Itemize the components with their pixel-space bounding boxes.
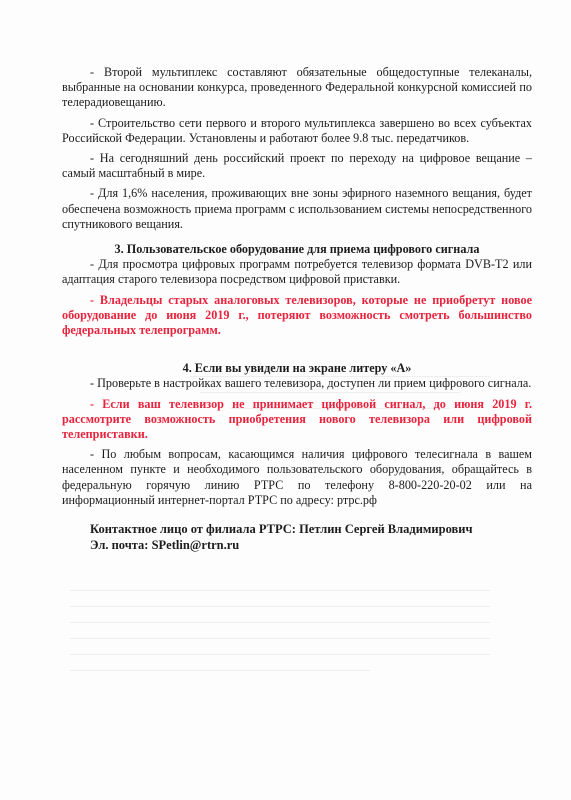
section-4-heading: 4. Если вы увидели на экране литеру «А» [182,361,412,376]
section-3-heading: 3. Пользовательское оборудование для приема цифрового сигнала [114,242,480,257]
intro-paragraph: - Для 1,6% населения, проживающих вне зоны эфирного наземного вещания, будет обеспечена возможность приема программ с использованием системы непосредственного спутникового вещания. [62,186,532,231]
bleed-through-line [70,606,490,607]
section-3-text: - Для просмотра цифровых программ потребуется телевизор формата DVB-T2 или адаптация старого телевизора посредством цифровой приставки. [62,257,532,287]
intro-paragraph: - На сегодняшний день российский проект по переходу на цифровое вещание – самый масштабный в мире. [62,151,532,181]
bleed-through-line [70,622,490,623]
bleed-through-line [70,638,490,639]
intro-paragraph: - Строительство сети первого и второго мультиплекса завершено во всех субъектах Российской Федерации. Установлены и работают более 9.8 тыс. передатчиков. [62,115,532,145]
bleed-through-line [70,590,490,591]
section-4-hotline-text: - По любым вопросам, касающимся наличия цифрового телесигнала в вашем населенном пункте и необходимого пользовательского оборудования, обращайтесь в федеральную горячую линию РТРС по телефону 8-800-220-20-02 или на информационный интернет-портал РТРС по адресу: ртрс.рф [62,447,532,507]
section-3-warning: - Владельцы старых аналоговых телевизоров, которые не приобретут новое оборудование до июня 2019 г., потеряют возможность смотреть большинство федеральных телепрограмм. [62,292,532,338]
bleed-through-line [70,654,490,655]
section-4-warning: - Если ваш телевизор не принимает цифровой сигнал, до июня 2019 г. рассмотрите возможность приобретения нового телевизора или цифровой телеприставки. [62,396,532,442]
contact-person: Контактное лицо от филиала РТРС: Петлин Сергей Владимирович [90,522,473,537]
contact-email: Эл. почта: SPetlin@rtrn.ru [90,538,240,553]
section-4-text: - Проверьте в настройках вашего телевизора, доступен ли прием цифрового сигнала. [90,376,532,391]
bleed-through-line [70,670,370,671]
document-body [62,65,532,553]
intro-paragraph: - Второй мультиплекс составляют обязательные общедоступные телеканалы, выбранные на основании конкурса, проведенного Федеральной конкурсной комиссией по телерадиовещанию. [62,65,532,110]
